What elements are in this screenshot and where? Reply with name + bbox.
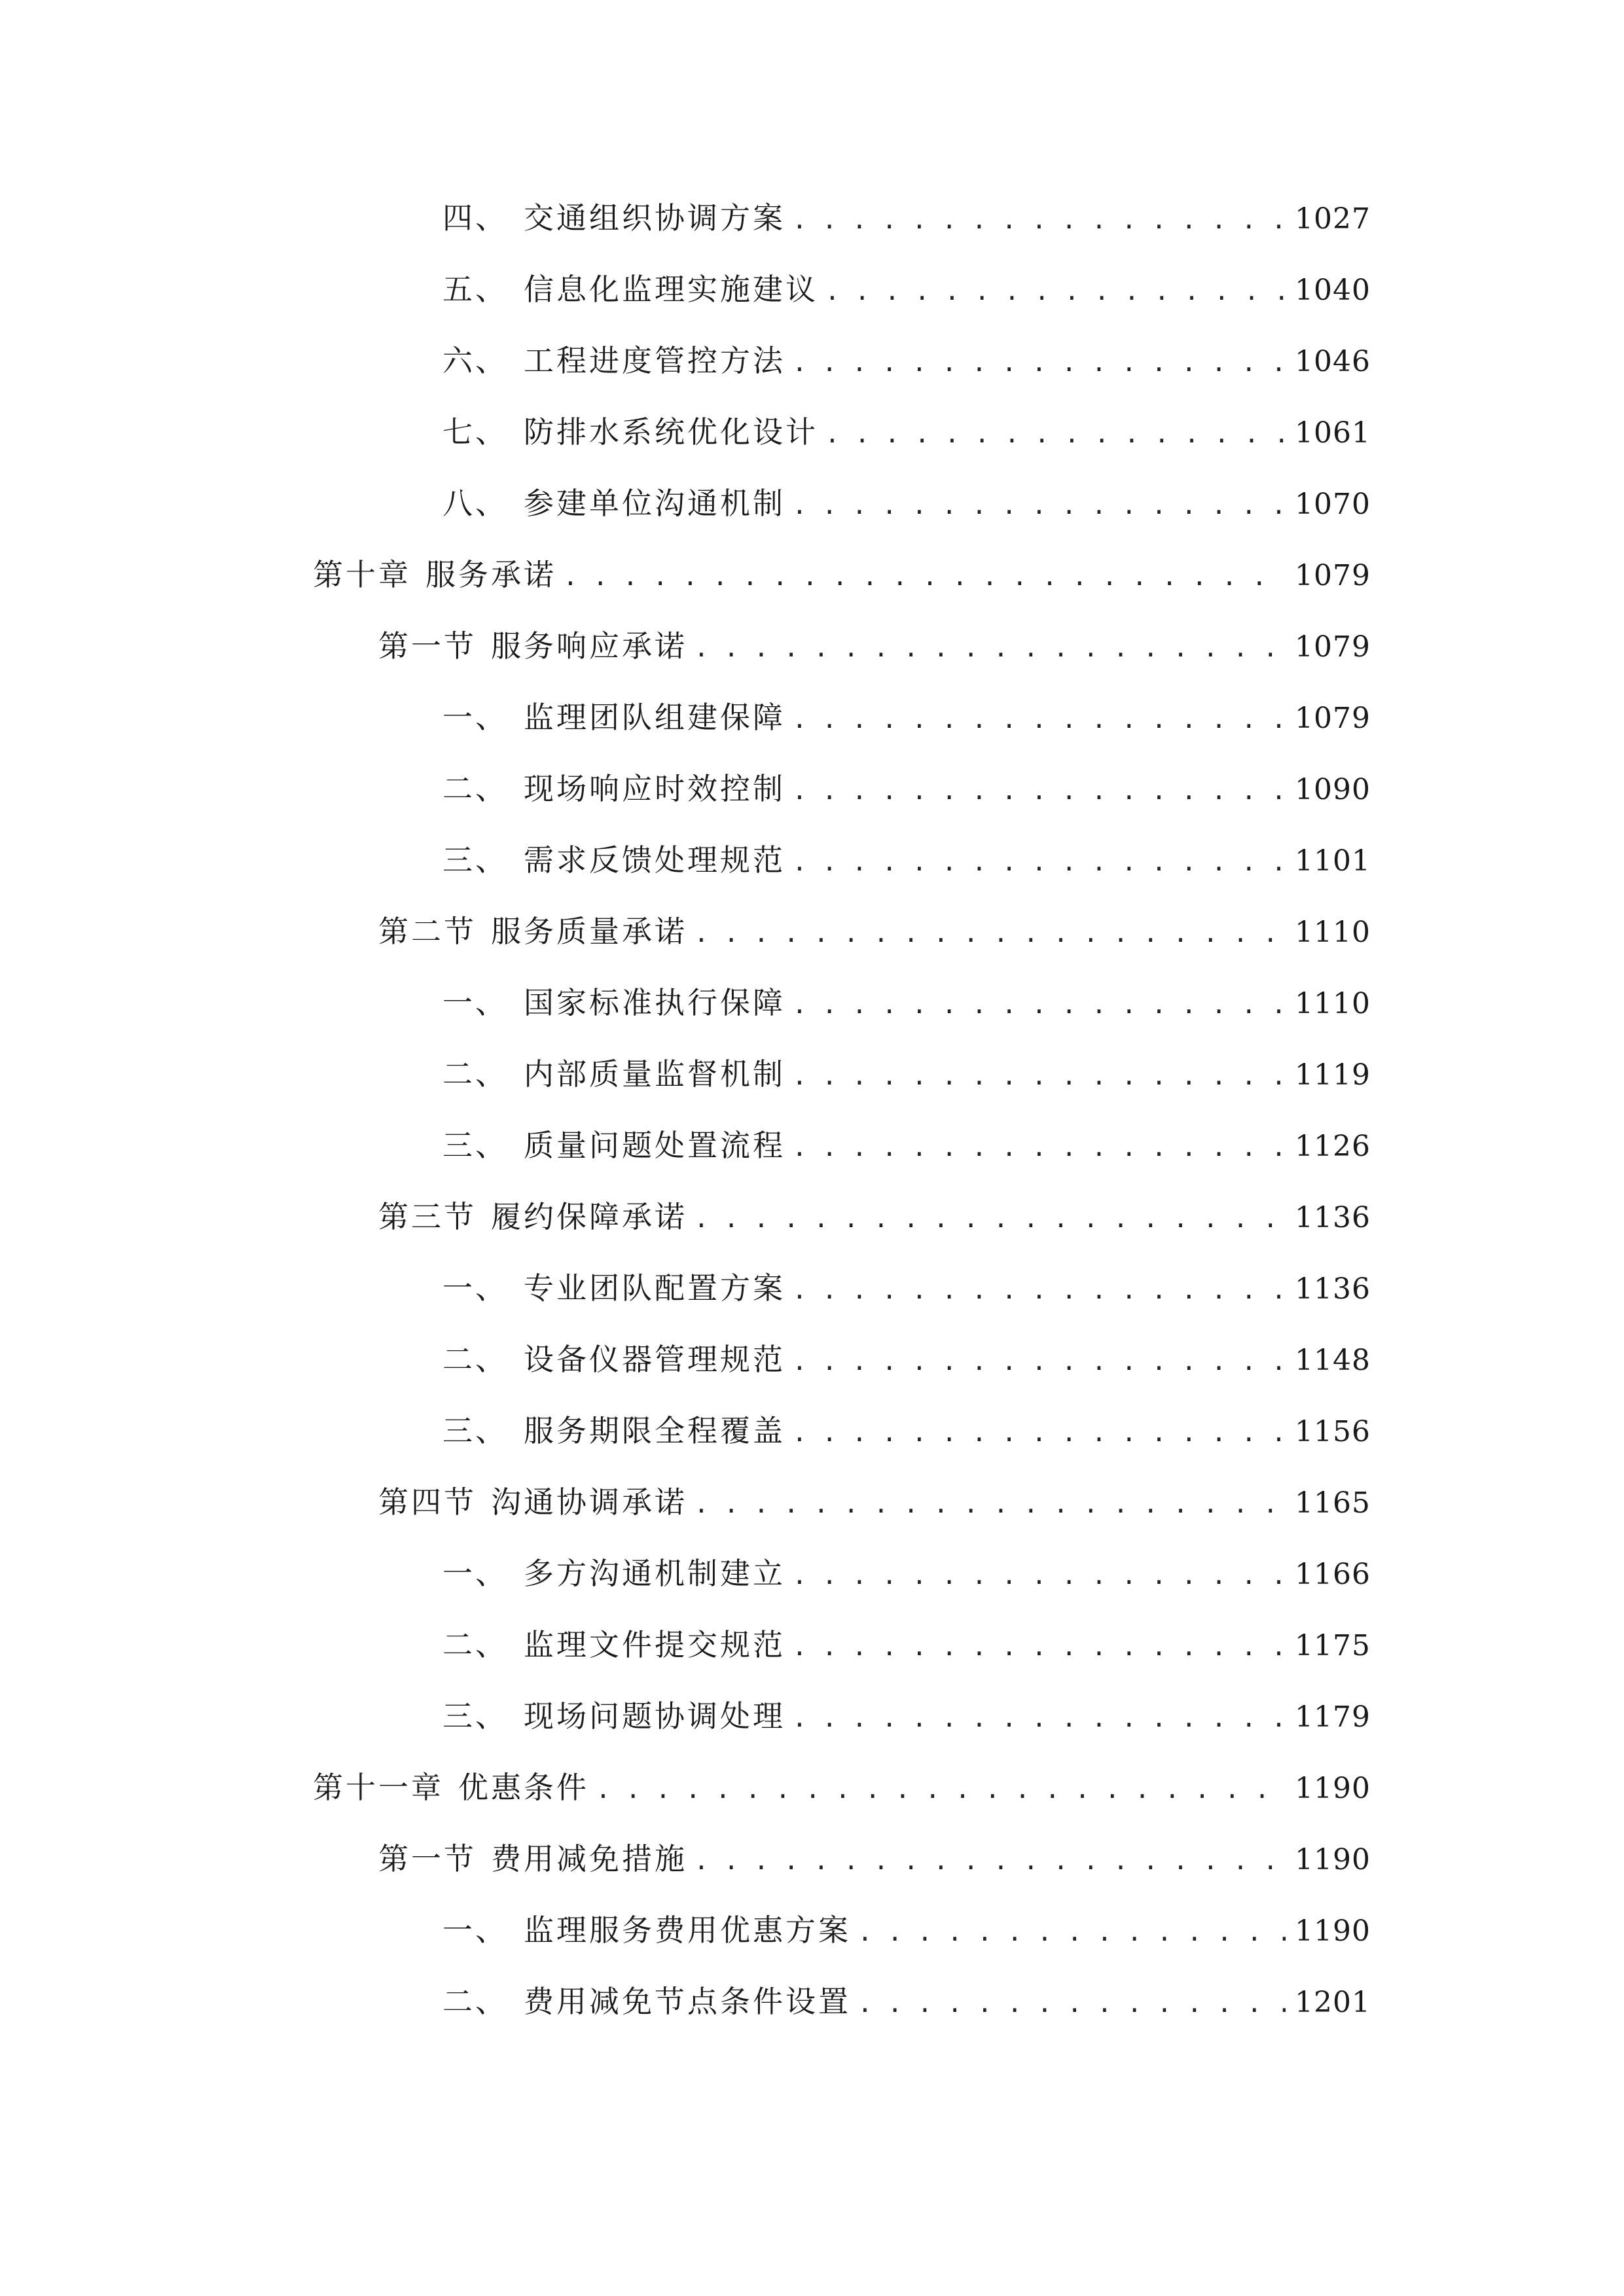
toc-entry[interactable] <box>442 834 1371 886</box>
dot-leader <box>792 836 1286 888</box>
toc-entry-number: 五、 <box>442 272 508 307</box>
toc-entry-page: 1079 <box>1295 702 1371 735</box>
toc-entry-number: 三、 <box>442 1128 508 1163</box>
toc-entry-title: 费用减免节点条件设置 <box>524 1984 851 2019</box>
toc-entry-title: 国家标准执行保障 <box>524 985 785 1020</box>
toc-entry-number: 一、 <box>442 1270 508 1306</box>
toc-entry-number: 一、 <box>442 700 508 735</box>
toc-entry-number: 一、 <box>442 985 508 1020</box>
toc-entry-title: 监理团队组建保障 <box>524 700 785 735</box>
toc-entry-page: 1156 <box>1295 1415 1371 1448</box>
toc-entry-number: 三、 <box>442 1698 508 1734</box>
toc-entry-page: 1126 <box>1295 1130 1371 1163</box>
toc-entry-page: 1046 <box>1295 345 1371 378</box>
toc-entry[interactable] <box>442 1975 1371 2028</box>
toc-chapter-number: 第十一章 <box>313 1770 444 1805</box>
toc-entry-page: 1040 <box>1295 274 1371 307</box>
toc-entry[interactable] <box>442 1904 1371 1956</box>
toc-entry-title: 现场响应时效控制 <box>524 771 785 806</box>
toc-entry-page: 1175 <box>1295 1629 1371 1662</box>
dot-leader <box>792 1121 1286 1174</box>
toc-section-number: 第三节 <box>378 1199 477 1234</box>
toc-entry-page: 1090 <box>1295 773 1371 806</box>
toc-entry[interactable] <box>442 977 1371 1029</box>
dot-leader <box>563 550 1286 603</box>
toc-entry-title: 多方沟通机制建立 <box>524 1556 785 1591</box>
toc-section[interactable] <box>378 1191 1371 1243</box>
toc-chapter-page: 1190 <box>1295 1772 1371 1805</box>
toc-section-page: 1110 <box>1295 916 1371 949</box>
toc-section[interactable] <box>378 905 1371 958</box>
toc-entry[interactable] <box>442 1048 1371 1100</box>
toc-entry[interactable] <box>442 263 1371 315</box>
toc-section-page: 1136 <box>1295 1201 1371 1234</box>
toc-section-number: 第一节 <box>378 628 477 664</box>
dot-leader <box>792 1692 1286 1744</box>
dot-leader <box>596 1763 1286 1816</box>
toc-entry-number: 一、 <box>442 1556 508 1591</box>
toc-entry-number: 八、 <box>442 486 508 521</box>
toc-entry-number: 二、 <box>442 1342 508 1377</box>
toc-entry-title: 监理服务费用优惠方案 <box>524 1912 851 1948</box>
toc-entry-title: 设备仪器管理规范 <box>524 1342 785 1377</box>
toc-section[interactable] <box>378 1476 1371 1528</box>
dot-leader <box>792 764 1286 817</box>
toc-section-title: 服务响应承诺 <box>491 628 687 664</box>
dot-leader <box>792 479 1286 531</box>
dot-leader <box>792 194 1286 246</box>
toc-chapter[interactable] <box>313 548 1371 601</box>
toc-entry-page: 1101 <box>1295 844 1371 878</box>
toc-entry[interactable] <box>442 1619 1371 1671</box>
dot-leader <box>792 1621 1286 1673</box>
toc-entry-page: 1070 <box>1295 488 1371 521</box>
dot-leader <box>792 336 1286 389</box>
toc-section[interactable] <box>378 620 1371 672</box>
toc-entry-number: 二、 <box>442 1984 508 2019</box>
toc-entry[interactable] <box>442 691 1371 744</box>
toc-chapter[interactable] <box>313 1761 1371 1814</box>
toc-section-number: 第二节 <box>378 914 477 949</box>
toc-entry-title: 监理文件提交规范 <box>524 1627 785 1662</box>
toc-entry-page: 1201 <box>1295 1986 1371 2019</box>
toc-chapter-number: 第十章 <box>313 557 411 592</box>
toc-entry-title: 交通组织协调方案 <box>524 200 785 236</box>
toc-entry-title: 信息化监理实施建议 <box>524 272 818 307</box>
dot-leader <box>694 1478 1286 1530</box>
toc-entry[interactable] <box>442 762 1371 815</box>
dot-leader <box>825 408 1286 460</box>
toc-section-title: 沟通协调承诺 <box>491 1484 687 1520</box>
toc-entry[interactable] <box>442 192 1371 244</box>
toc-entry-title: 工程进度管控方法 <box>524 343 785 378</box>
toc-entry[interactable] <box>442 1333 1371 1386</box>
toc-entry-number: 三、 <box>442 1413 508 1448</box>
dot-leader <box>694 622 1286 674</box>
dot-leader <box>792 1050 1286 1102</box>
toc-entry-page: 1166 <box>1295 1558 1371 1591</box>
toc-section-page: 1165 <box>1295 1486 1371 1520</box>
toc-entry-title: 内部质量监督机制 <box>524 1056 785 1092</box>
toc-chapter-title: 优惠条件 <box>458 1770 589 1805</box>
toc-entry-number: 六、 <box>442 343 508 378</box>
toc-entry-title: 参建单位沟通机制 <box>524 486 785 521</box>
dot-leader <box>694 1193 1286 1245</box>
dot-leader <box>792 978 1286 1031</box>
toc-chapter-page: 1079 <box>1295 559 1371 592</box>
toc-entry-number: 一、 <box>442 1912 508 1948</box>
dot-leader <box>792 1264 1286 1316</box>
toc-entry-page: 1110 <box>1295 987 1371 1020</box>
toc-entry[interactable] <box>442 477 1371 529</box>
toc-entry-page: 1179 <box>1295 1700 1371 1734</box>
toc-entry-title: 需求反馈处理规范 <box>524 842 785 878</box>
dot-leader <box>792 1407 1286 1459</box>
toc-entry[interactable] <box>442 1262 1371 1314</box>
toc-section-page: 1190 <box>1295 1843 1371 1876</box>
toc-entry-title: 防排水系统优化设计 <box>524 414 818 450</box>
toc-entry-title: 专业团队配置方案 <box>524 1270 785 1306</box>
dot-leader <box>792 1335 1286 1388</box>
toc-entry-number: 二、 <box>442 1627 508 1662</box>
toc-entry[interactable] <box>442 1690 1371 1742</box>
toc-entry[interactable] <box>442 406 1371 458</box>
toc-entry[interactable] <box>442 1547 1371 1600</box>
toc-entry-title: 服务期限全程覆盖 <box>524 1413 785 1448</box>
toc-entry-number: 七、 <box>442 414 508 450</box>
dot-leader <box>857 1977 1286 2030</box>
toc-entry[interactable] <box>442 1405 1371 1457</box>
toc-section[interactable] <box>378 1833 1371 1885</box>
toc-section-title: 费用减免措施 <box>491 1841 687 1876</box>
toc-entry-page: 1136 <box>1295 1272 1371 1306</box>
toc-section-title: 服务质量承诺 <box>491 914 687 949</box>
dot-leader <box>857 1906 1286 1958</box>
toc-section-number: 第四节 <box>378 1484 477 1520</box>
toc-entry-page: 1148 <box>1295 1344 1371 1377</box>
dot-leader <box>792 1549 1286 1602</box>
dot-leader <box>792 693 1286 745</box>
dot-leader <box>694 907 1286 960</box>
dot-leader <box>694 1835 1286 1887</box>
dot-leader <box>825 265 1286 317</box>
toc-chapter-title: 服务承诺 <box>425 557 556 592</box>
toc-entry-number: 三、 <box>442 842 508 878</box>
toc-section-title: 履约保障承诺 <box>491 1199 687 1234</box>
toc-entry-page: 1119 <box>1295 1058 1371 1092</box>
toc-entry-title: 质量问题处置流程 <box>524 1128 785 1163</box>
toc-section-page: 1079 <box>1295 630 1371 664</box>
toc-entry-number: 二、 <box>442 1056 508 1092</box>
toc-entry[interactable] <box>442 334 1371 387</box>
toc-section-number: 第一节 <box>378 1841 477 1876</box>
toc-entry-page: 1061 <box>1295 416 1371 450</box>
toc-entry-page: 1027 <box>1295 202 1371 236</box>
toc-entry-page: 1190 <box>1295 1914 1371 1948</box>
toc-entry-number: 四、 <box>442 200 508 236</box>
toc-entry-title: 现场问题协调处理 <box>524 1698 785 1734</box>
toc-entry[interactable] <box>442 1119 1371 1172</box>
toc-entry-number: 二、 <box>442 771 508 806</box>
